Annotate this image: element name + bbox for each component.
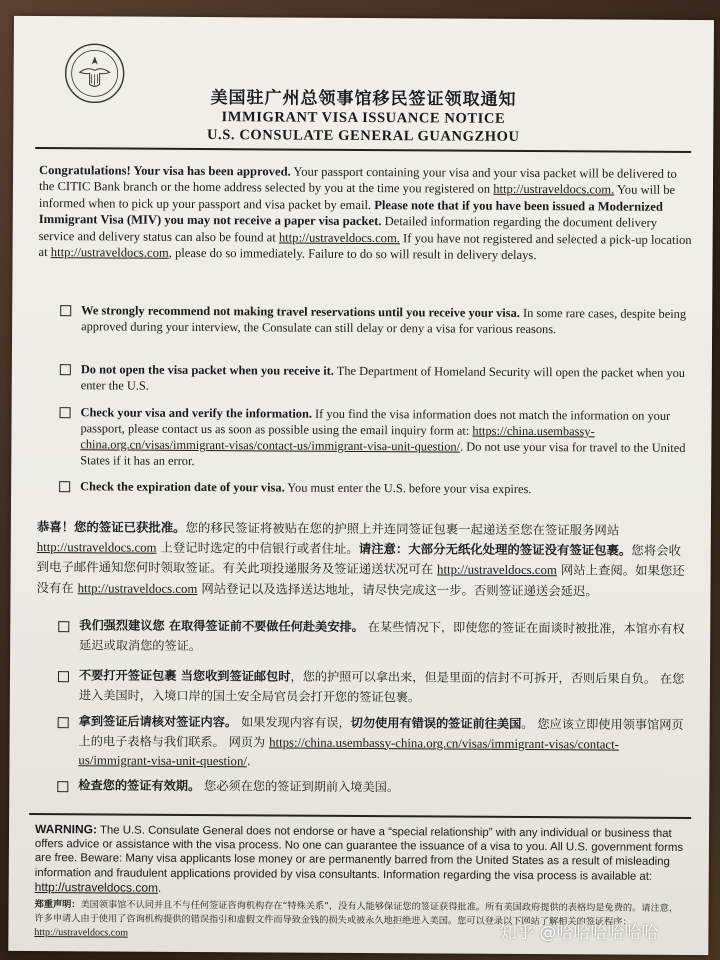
chinese-item-expiration: 检查您的签证有效期。 您必须在您的签证到期前入境美国。	[57, 776, 687, 799]
warning-paragraph: WARNING: The U.S. Consulate General does not endorse or have a “special relationship” with any individual or business that offers advice or assistance with the visa process. No one can guarantee the issuance of a visa to you. All U.S. government forms are free. Beware: Many visa applicants lose money or are permanently barred from the United States as a result of misleading information and fraudulent applications provided by visa consultants. Information regarding the visa process is available at: http://ustraveldocs.com.	[34, 822, 684, 895]
subtitle-consulate: U.S. CONSULATE GENERAL GUANGZHOU	[206, 127, 520, 145]
ustraveldocs-link[interactable]: http://ustraveldocs.com	[34, 879, 159, 895]
ustraveldocs-link[interactable]: http://ustraveldocs.com	[36, 539, 157, 555]
checkbox[interactable]	[60, 305, 71, 316]
notice-paper	[8, 16, 714, 955]
title-chinese: 美国驻广州总领事馆移民签证领取通知	[210, 88, 517, 110]
congrats-heading-cn: 恭喜！您的签证已获批准。	[36, 519, 186, 535]
english-intro-paragraph: Congratulations! Your visa has been approved. Your passport containing your visa and your visa packet will be delivered to the CITIC Bank branch or the home address selected by you at the time you registered on http://ustraveldocs.com. You will be informed when to pick up your passport and visa packet by email. Please note that if you have been issued a Modernized Immigrant Visa (MIV) you may not receive a paper visa packet. Detailed information regarding the document delivery service and delivery status can also be found at http://ustraveldocs.com. If you have not registered and selected a pick-up location at http://ustraveldocs.com, please do so immediately. Failure to do so will result in delivery delays.	[38, 163, 692, 263]
english-item-expiration: Check the expiration date of your visa. You must enter the U.S. before your visa expires.	[59, 478, 689, 498]
ustraveldocs-link[interactable]: http://ustraveldocs.com	[437, 562, 557, 578]
header-divider	[35, 147, 691, 153]
chinese-intro-paragraph: 恭喜！您的签证已获批准。您的移民签证将被贴在您的护照上并连同签证包裹一起递送至您在签证服务网站 http://ustraveldocs.com 上登记时选定的中信银行或者住址。请注意：大部分无纸化处理的签证没有签证包裹。您将会收到电子邮件通知您何时领取签证。有关此项投递服务及签证递送状况可在 http://ustraveldocs.com 网站上查阅。如果您还没有在 http://ustraveldocs.com 网站登记以及选择送达地址，请尽快完成这一步。否则签证递送会延迟。	[36, 519, 685, 598]
chinese-item-travel: 我们强烈建议您 在取得签证前不要做任何赴美安排。 在某些情况下，即使您的签证在面谈时被批准，本馆亦有权延迟或取消您的签证。	[58, 616, 688, 659]
title-english: IMMIGRANT VISA ISSUANCE NOTICE	[221, 109, 506, 127]
checkbox[interactable]	[59, 481, 70, 492]
warning-label: WARNING:	[34, 822, 98, 837]
zhihu-watermark: 知乎 @哈哈哈哈哈哈	[500, 923, 659, 943]
english-item-travel: We strongly recommend not making travel reservations until you receive your visa. In some rare cases, despite being approved during your interview, the Consulate can still delay or deny a visa for various reasons.	[60, 302, 690, 338]
checkbox[interactable]	[60, 364, 71, 375]
inquiry-form-link[interactable]: https://china.usembassy-china.org.cn/visas/immigrant-visas/contact-us/immigrant-visa-unit-question/	[80, 423, 595, 454]
checkbox[interactable]	[60, 407, 71, 418]
inquiry-form-link[interactable]: https://china.usembassy-china.org.cn/visas/immigrant-visas/contact-us/immigrant-visa-unit-question/	[78, 734, 620, 769]
warning-divider	[29, 813, 691, 819]
checkbox[interactable]	[58, 621, 69, 632]
disclaimer-label: 郑重声明：	[34, 899, 81, 911]
ustraveldocs-link[interactable]: http://ustraveldocs.com	[34, 927, 129, 939]
notice-header	[13, 82, 713, 147]
congrats-heading: Congratulations! Your visa has been approved.	[39, 163, 291, 179]
chinese-item-packet: 不要打开签证包裹 当您收到签证邮包时，您的护照可以拿出来，但是里面的信封不可拆开，否则后果自负。 在您进入美国时，入境口岸的国土安全局官员会打开您的签证包裹。	[58, 666, 688, 709]
disclaimer-paragraph: 郑重声明：美国领事馆不认同并且不与任何签证咨询机构存在“特殊关系”，没有人能够保证您的签证获得批准。所有美国政府提供的表格均是免费的。请注意，许多申请人由于使用了咨询机构提供的错误指引和虚假文件而导致金钱的损失或被永久地拒绝进入美国。您可以登录以下网站了解相关的签证程序：http://ustraveldocs.com	[34, 899, 679, 939]
checkbox[interactable]	[58, 717, 69, 728]
english-item-packet: Do not open the visa packet when you receive it. The Department of Homeland Security will open the packet when you enter the U.S.	[60, 361, 690, 397]
ustraveldocs-link[interactable]: http://ustraveldocs.com	[50, 245, 169, 260]
checkbox[interactable]	[58, 671, 69, 682]
miv-note: Please note that if you have been issued a Modernized Immigrant Visa (MIV) you may not receive a paper visa packet.	[38, 197, 663, 229]
ustraveldocs-link[interactable]: http://ustraveldocs.com.	[278, 230, 400, 245]
ustraveldocs-link[interactable]: http://ustraveldocs.com.	[493, 182, 615, 197]
ustraveldocs-link[interactable]: http://ustraveldocs.com	[77, 580, 198, 596]
chinese-item-verify: 拿到签证后请核对签证内容。 如果发现内容有误，切勿使用有错误的签证前往美国。 您应该立即使用领事馆网页上的电子表格与我们联系。 网页为 https://china.usembassy-china.org.cn/visas/immigrant-visas/contact-us/immigrant-visa-unit-question/.	[57, 712, 687, 774]
english-item-verify: Check your visa and verify the information. If you find the visa information does not match the information on your passport, please contact us as soon as possible using the email inquiry form at: https://china.usembassy-china.org.cn/visas/immigrant-visas/contact-us/immigrant-visa-unit-question/. Do not use your visa for travel to the United States if it has an error.	[59, 404, 689, 472]
checkbox[interactable]	[57, 781, 68, 792]
